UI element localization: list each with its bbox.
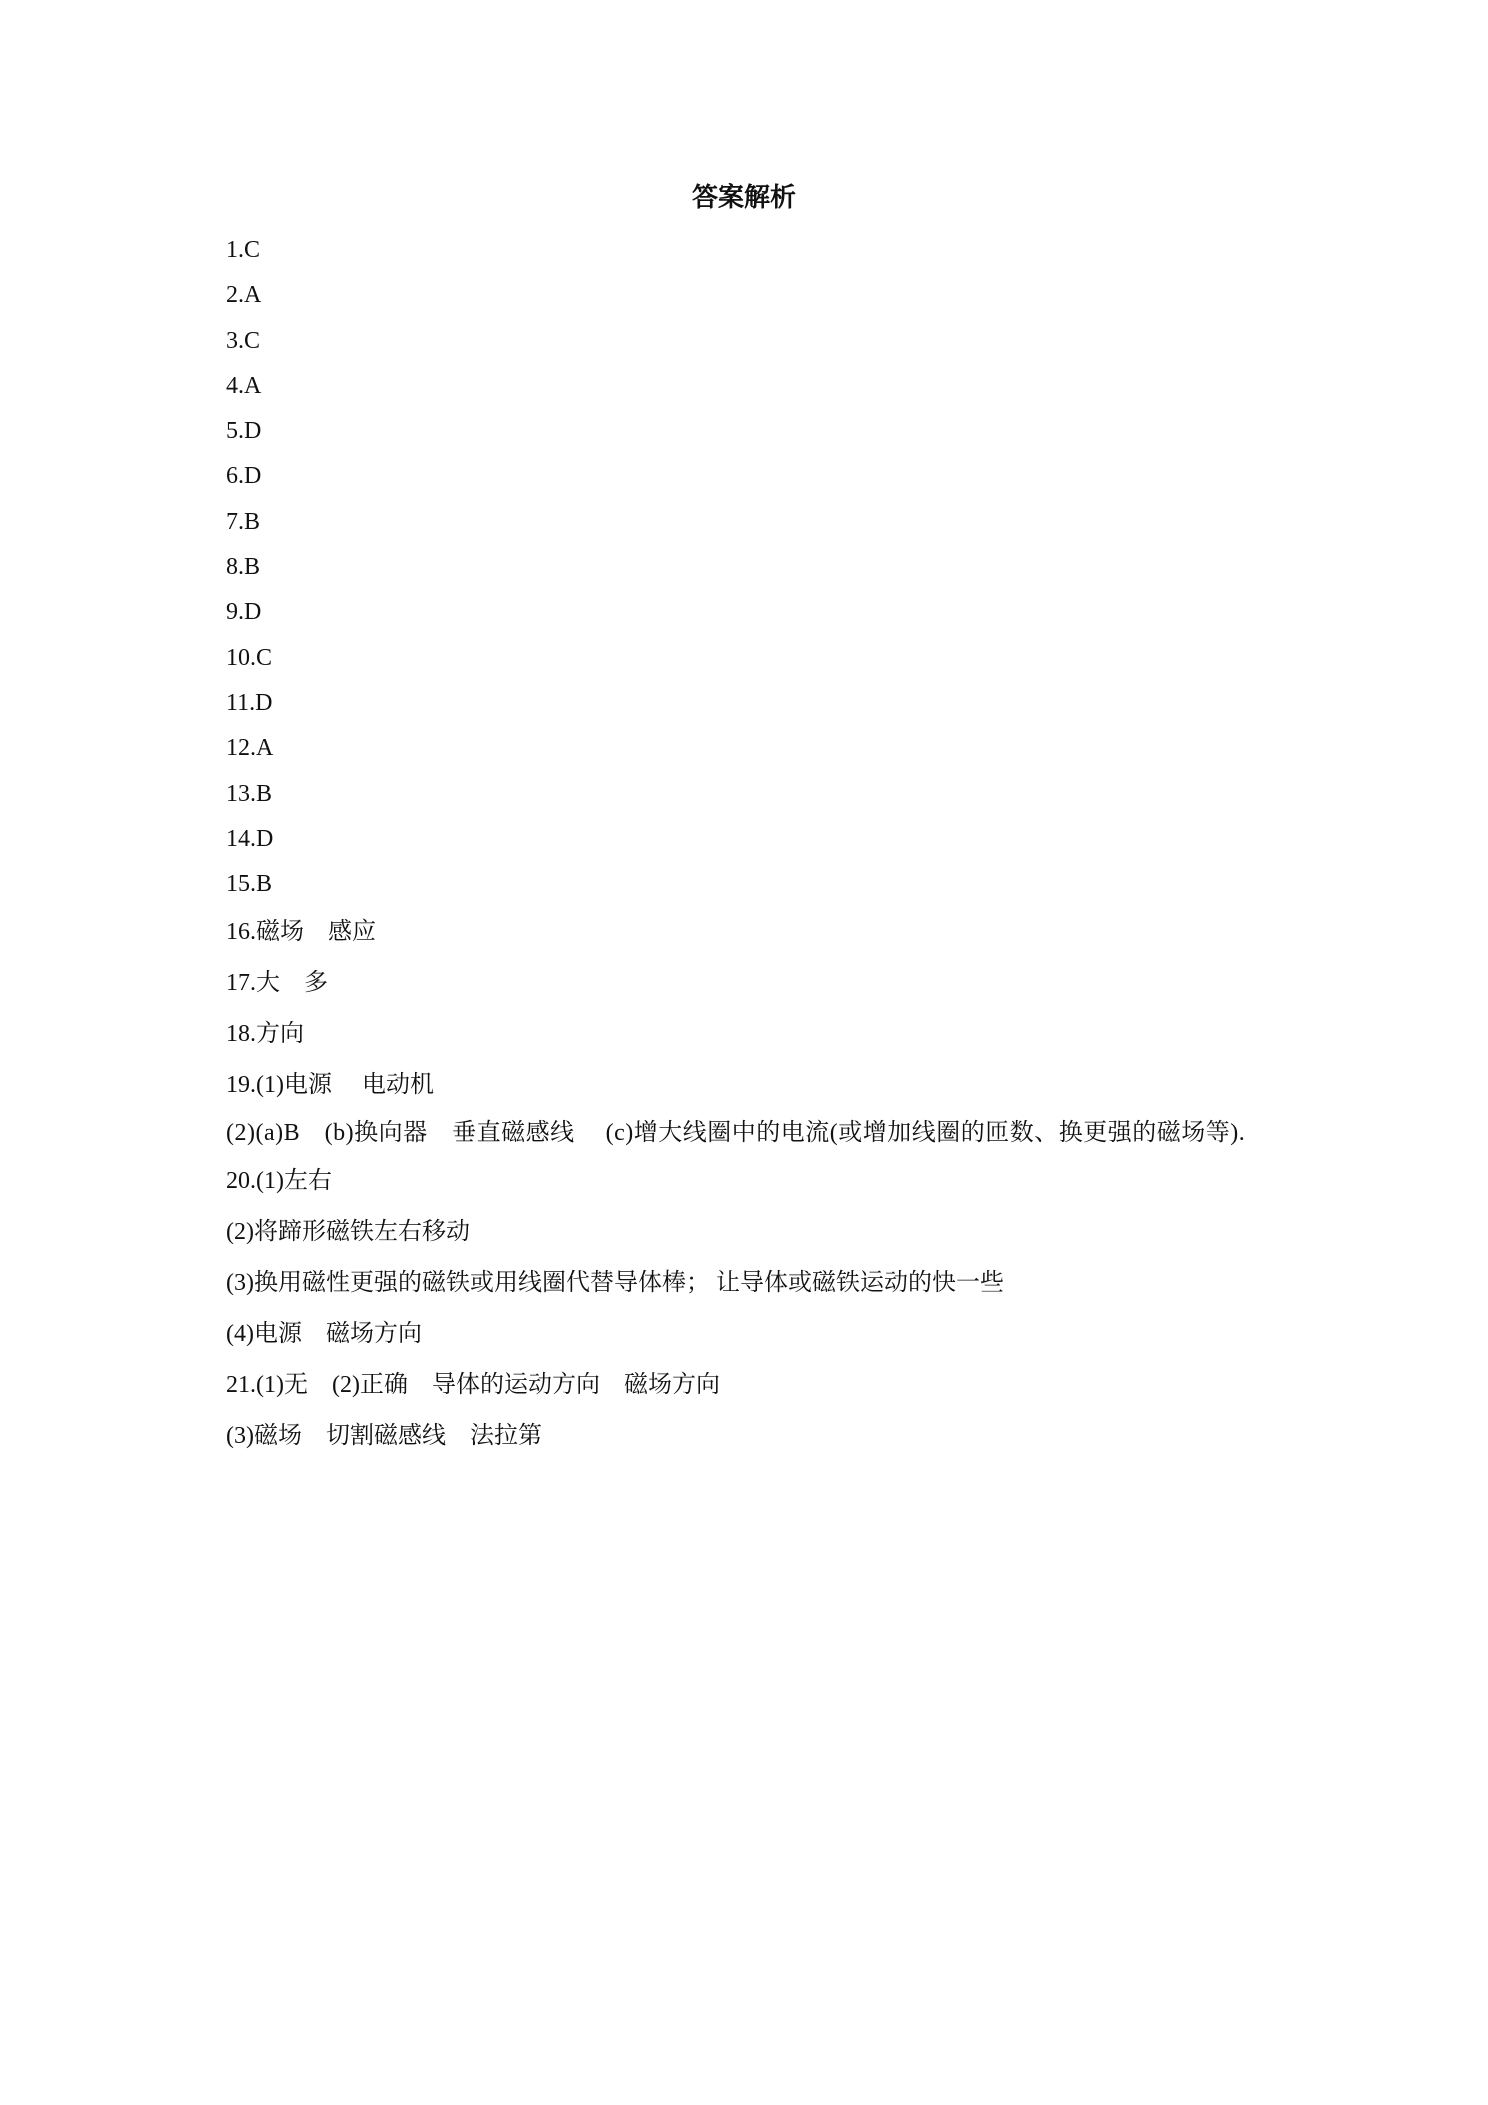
answer-6: 6.D — [226, 463, 262, 490]
answer-10: 10.C — [226, 644, 273, 671]
answer-2: 2.A — [226, 282, 262, 309]
answer-5: 5.D — [226, 418, 262, 445]
answer-9: 9.D — [226, 599, 262, 626]
answer-13: 13.B — [226, 780, 273, 807]
answer-19-part-2: (2)(a)B (b)换向器 垂直磁感线 (c)增大线圈中的电流(或增加线圈的匝数、换更强的磁场等). — [226, 1120, 1246, 1147]
answer-19-part-1: 19.(1)电源 电动机 — [226, 1072, 434, 1099]
answer-11: 11.D — [226, 689, 273, 716]
answer-21-part-2: (3)磁场 切割磁感线 法拉第 — [226, 1423, 542, 1450]
answer-20-part-2: (2)将蹄形磁铁左右移动 — [226, 1219, 470, 1246]
answer-20-part-3: (3)换用磁性更强的磁铁或用线圈代替导体棒； 让导体或磁铁运动的快一些 — [226, 1270, 1004, 1297]
answer-12: 12.A — [226, 735, 274, 762]
answer-1: 1.C — [226, 237, 261, 263]
answer-4: 4.A — [226, 372, 262, 399]
answer-15: 15.B — [226, 871, 273, 898]
answer-20-part-4: (4)电源 磁场方向 — [226, 1321, 422, 1348]
answer-21-part-1: 21.(1)无 (2)正确 导体的运动方向 磁场方向 — [226, 1372, 720, 1399]
answer-list — [226, 228, 1276, 1462]
answer-14: 14.D — [226, 825, 274, 852]
answer-18: 18.方向 — [226, 1021, 304, 1048]
answer-16: 16.磁场 感应 — [226, 919, 376, 946]
answer-3: 3.C — [226, 327, 261, 354]
page-title: 答案解析 — [691, 183, 796, 213]
answer-7: 7.B — [226, 508, 261, 535]
answer-17: 17.大 多 — [226, 970, 328, 997]
answer-8: 8.B — [226, 554, 261, 581]
answer-20-part-1: 20.(1)左右 — [226, 1168, 332, 1195]
